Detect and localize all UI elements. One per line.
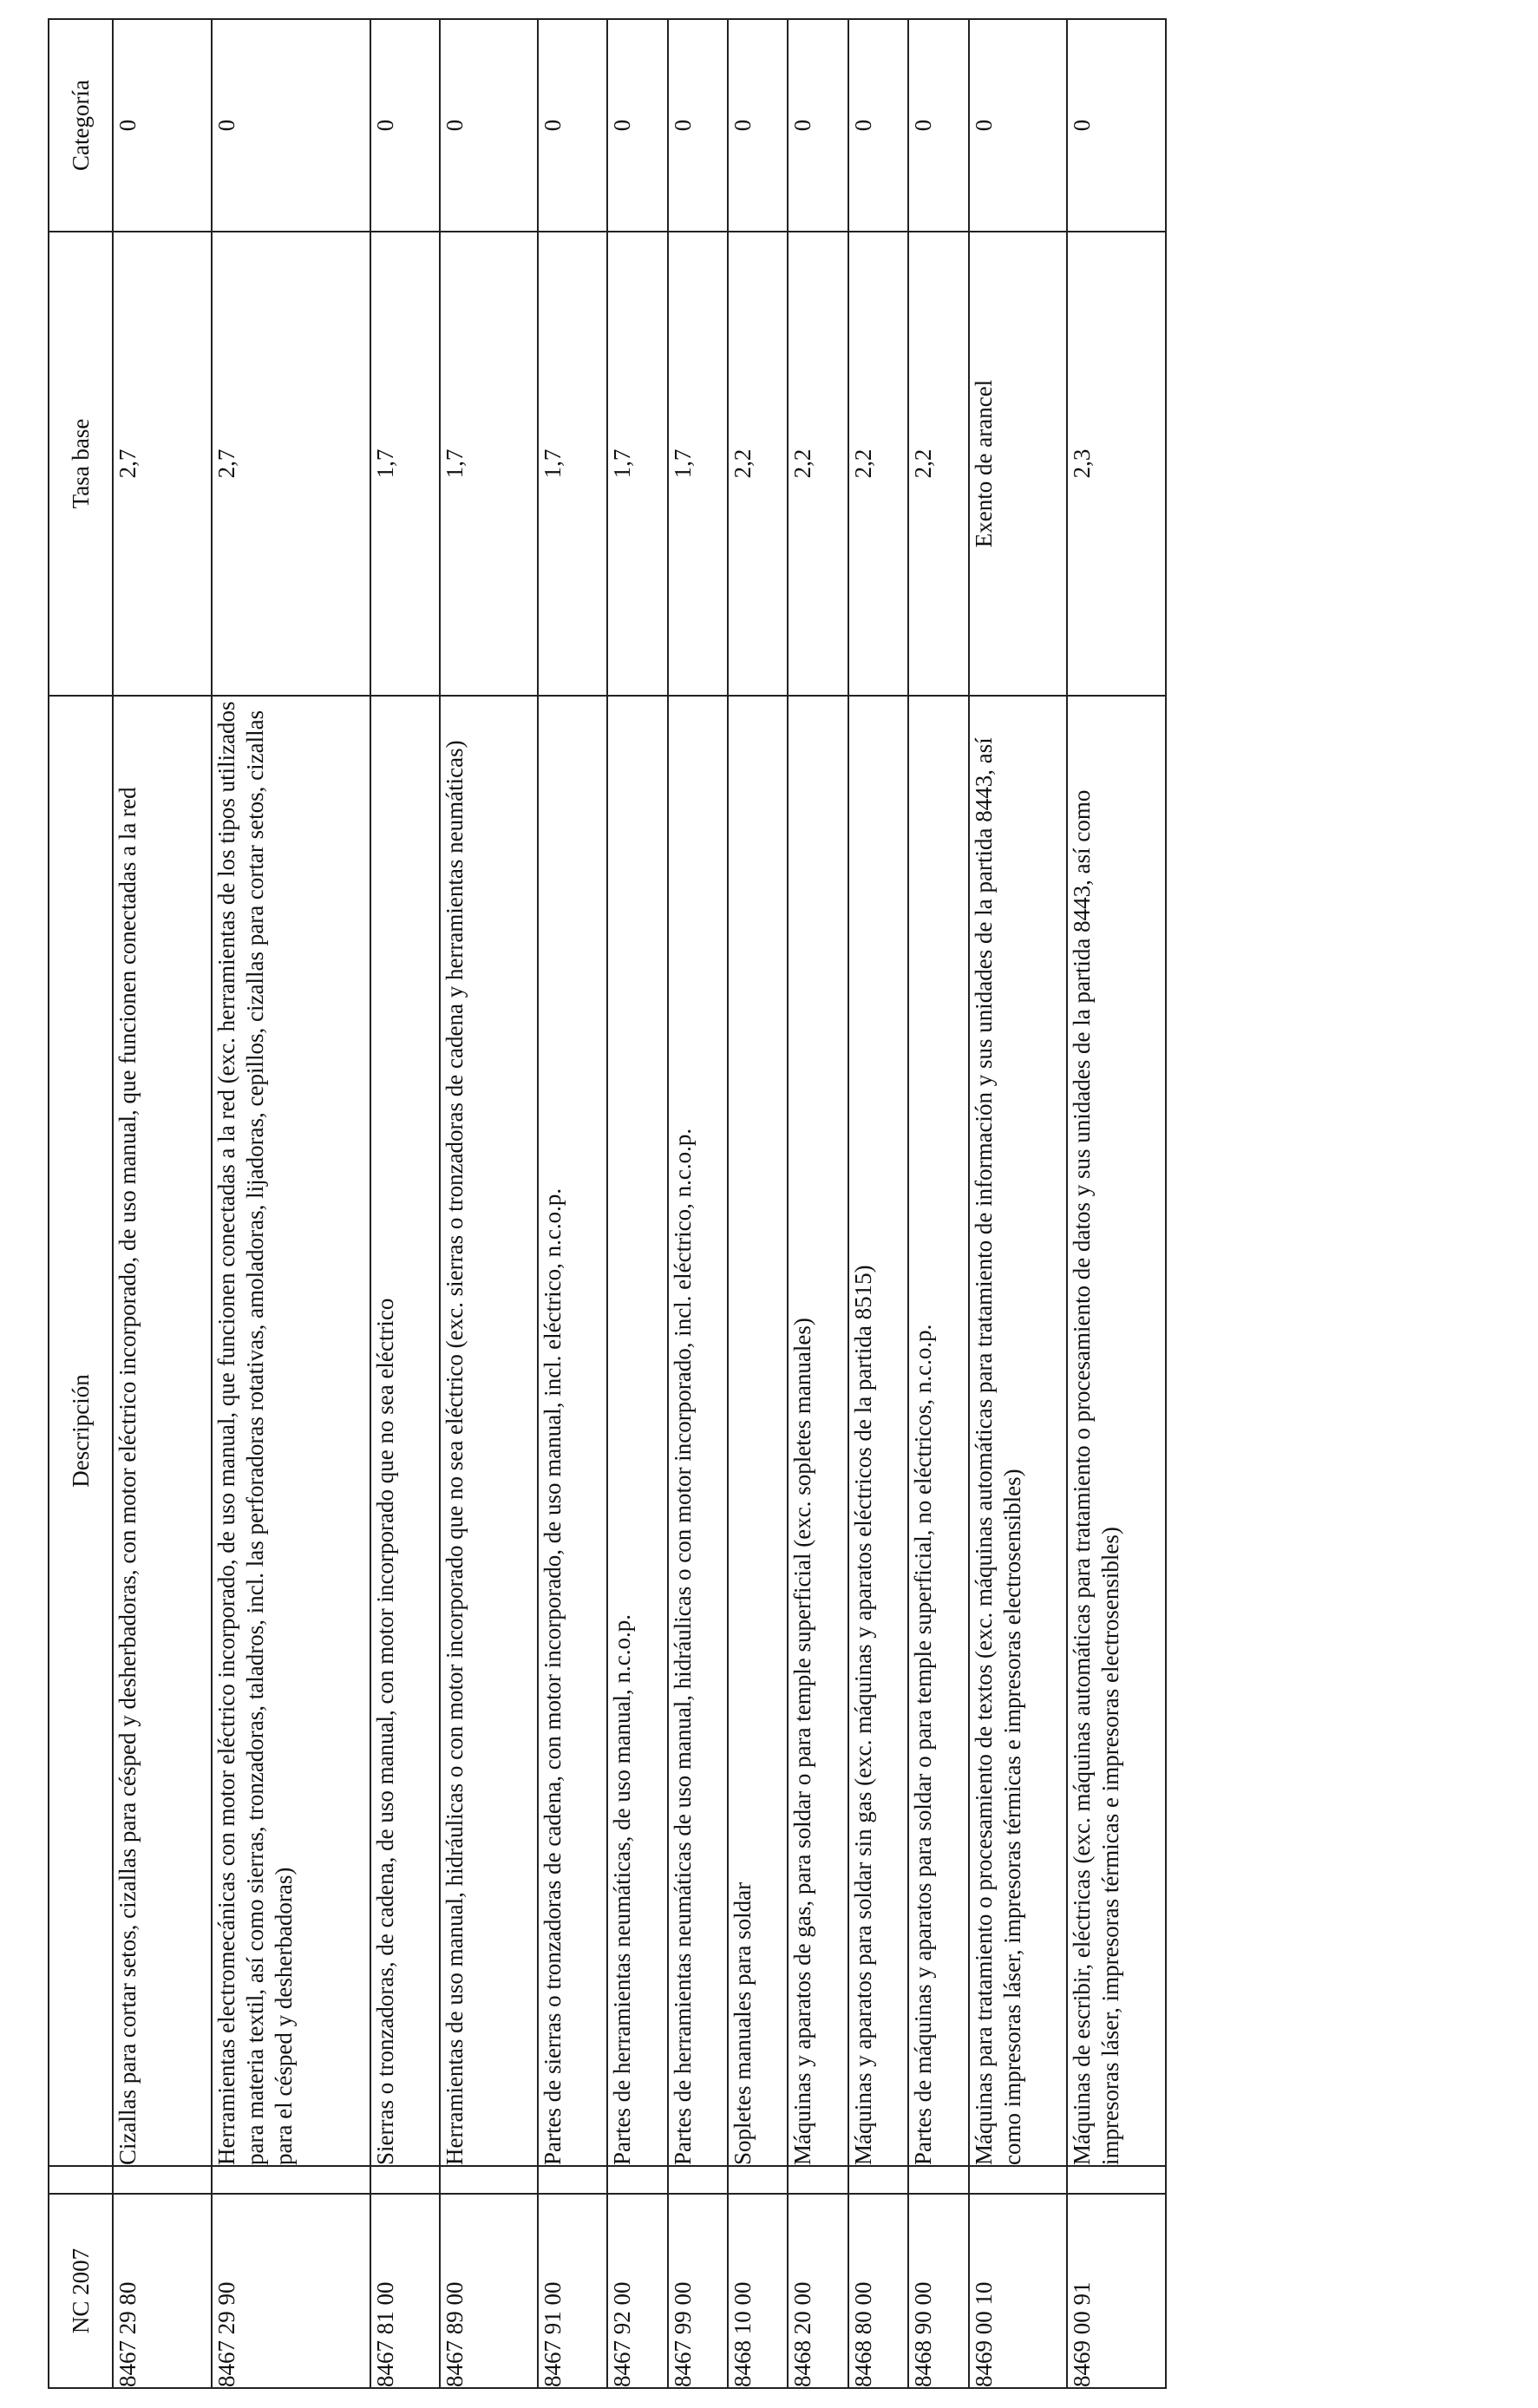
- row-category: 0: [113, 19, 212, 232]
- row-spacer: [538, 2166, 607, 2194]
- row-code: 8467 89 00: [440, 2194, 539, 2388]
- row-description: Máquinas y aparatos para soldar sin gas (exc. máquinas y aparatos eléctricos de la partida 8515): [848, 696, 908, 2166]
- row-base-rate: 2,2: [788, 232, 848, 696]
- row-base-rate: 2,3: [1067, 232, 1166, 696]
- header-spacer: [49, 2166, 113, 2194]
- row-code: 8467 92 00: [607, 2194, 667, 2388]
- row-spacer: [728, 2166, 788, 2194]
- row-category: 0: [908, 19, 968, 232]
- table-row: [538, 19, 607, 2388]
- row-spacer: [370, 2166, 440, 2194]
- row-base-rate: 2,7: [212, 232, 370, 696]
- row-code: 8469 00 91: [1067, 2194, 1166, 2388]
- header-category: Categoría: [49, 19, 113, 232]
- row-code: 8467 91 00: [538, 2194, 607, 2388]
- row-base-rate: 2,7: [113, 232, 212, 696]
- row-base-rate: Exento de arancel: [969, 232, 1068, 696]
- row-description: Máquinas de escribir, eléctricas (exc. máquinas automáticas para tratamiento o procesamiento de datos y sus unidades de la partida 8443, así como impresoras láser, impresoras térmicas e impresoras electrosensibles): [1067, 696, 1166, 2166]
- row-category: 0: [969, 19, 1068, 232]
- row-base-rate: 1,7: [607, 232, 667, 696]
- row-description: Partes de sierras o tronzadoras de cadena, con motor incorporado, de uso manual, incl. eléctrico, n.c.o.p.: [538, 696, 607, 2166]
- row-category: 0: [538, 19, 607, 232]
- row-spacer: [969, 2166, 1068, 2194]
- header-description: Descripción: [49, 696, 113, 2166]
- row-description: Partes de herramientas neumáticas de uso manual, hidráulicas o con motor incorporado, incl. eléctrico, n.c.o.p.: [668, 696, 728, 2166]
- table-row: [728, 19, 788, 2388]
- row-category: 0: [440, 19, 539, 232]
- row-description: Sierras o tronzadoras, de cadena, de uso manual, con motor incorporado que no sea eléctrico: [370, 696, 440, 2166]
- table-row: [668, 19, 728, 2388]
- header-base-rate: Tasa base: [49, 232, 113, 696]
- row-code: 8468 90 00: [908, 2194, 968, 2388]
- row-category: 0: [212, 19, 370, 232]
- table-row: [908, 19, 968, 2388]
- row-category: 0: [848, 19, 908, 232]
- row-category: 0: [607, 19, 667, 232]
- row-code: 8468 20 00: [788, 2194, 848, 2388]
- row-code: 8467 29 90: [212, 2194, 370, 2388]
- row-description: Sopletes manuales para soldar: [728, 696, 788, 2166]
- row-category: 0: [728, 19, 788, 232]
- row-spacer: [607, 2166, 667, 2194]
- row-description: Partes de herramientas neumáticas, de uso manual, n.c.o.p.: [607, 696, 667, 2166]
- table-row: [1067, 19, 1166, 2388]
- table-row: [788, 19, 848, 2388]
- row-description: Máquinas y aparatos de gas, para soldar o para temple superficial (exc. sopletes manuales): [788, 696, 848, 2166]
- row-description: Cizallas para cortar setos, cizallas para césped y desherbadoras, con motor eléctrico incorporado, de uso manual, que funcionen conectadas a la red: [113, 696, 212, 2166]
- row-category: 0: [668, 19, 728, 232]
- table-row: [969, 19, 1068, 2388]
- row-code: 8467 81 00: [370, 2194, 440, 2388]
- table-row: [607, 19, 667, 2388]
- row-spacer: [440, 2166, 539, 2194]
- row-base-rate: 2,2: [848, 232, 908, 696]
- row-base-rate: 2,2: [908, 232, 968, 696]
- table-row: [370, 19, 440, 2388]
- row-description: Partes de máquinas y aparatos para soldar o para temple superficial, no eléctricos, n.c.o.p.: [908, 696, 968, 2166]
- header-row: [49, 19, 113, 2388]
- rotated-page: [48, 20, 1167, 2389]
- row-spacer: [668, 2166, 728, 2194]
- row-category: 0: [370, 19, 440, 232]
- row-base-rate: 1,7: [440, 232, 539, 696]
- table-row: [212, 19, 370, 2388]
- row-spacer: [212, 2166, 370, 2194]
- row-code: 8468 10 00: [728, 2194, 788, 2388]
- row-description: Máquinas para tratamiento o procesamiento de textos (exc. máquinas automáticas para tratamiento de información y sus unidades de la partida 8443, así como impresoras láser, impresoras térmicas e impresoras electrosensibles): [969, 696, 1068, 2166]
- row-code: 8467 99 00: [668, 2194, 728, 2388]
- row-base-rate: 1,7: [538, 232, 607, 696]
- row-category: 0: [1067, 19, 1166, 232]
- row-code: 8467 29 80: [113, 2194, 212, 2388]
- row-spacer: [788, 2166, 848, 2194]
- header-code: NC 2007: [49, 2194, 113, 2388]
- row-description: Herramientas de uso manual, hidráulicas o con motor incorporado que no sea eléctrico (exc. sierras o tronzadoras de cadena y herramientas neumáticas): [440, 696, 539, 2166]
- row-description: Herramientas electromecánicas con motor eléctrico incorporado, de uso manual, que funcionen conectadas a la red (exc. herramientas de los tipos utilizados para materia textil, así como sierras, tronzadoras, taladros, incl. las perforadoras rotativas, amoladoras, lijadoras, cepillos, cizallas para cortar setos, cizallas para el césped y desherbadoras): [212, 696, 370, 2166]
- row-base-rate: 1,7: [370, 232, 440, 696]
- row-spacer: [848, 2166, 908, 2194]
- tariff-table: [48, 18, 1167, 2389]
- row-code: 8468 80 00: [848, 2194, 908, 2388]
- row-spacer: [1067, 2166, 1166, 2194]
- table-row: [440, 19, 539, 2388]
- row-base-rate: 1,7: [668, 232, 728, 696]
- row-code: 8469 00 10: [969, 2194, 1068, 2388]
- table-row: [848, 19, 908, 2388]
- table-row: [113, 19, 212, 2388]
- row-spacer: [908, 2166, 968, 2194]
- row-base-rate: 2,2: [728, 232, 788, 696]
- row-spacer: [113, 2166, 212, 2194]
- row-category: 0: [788, 19, 848, 232]
